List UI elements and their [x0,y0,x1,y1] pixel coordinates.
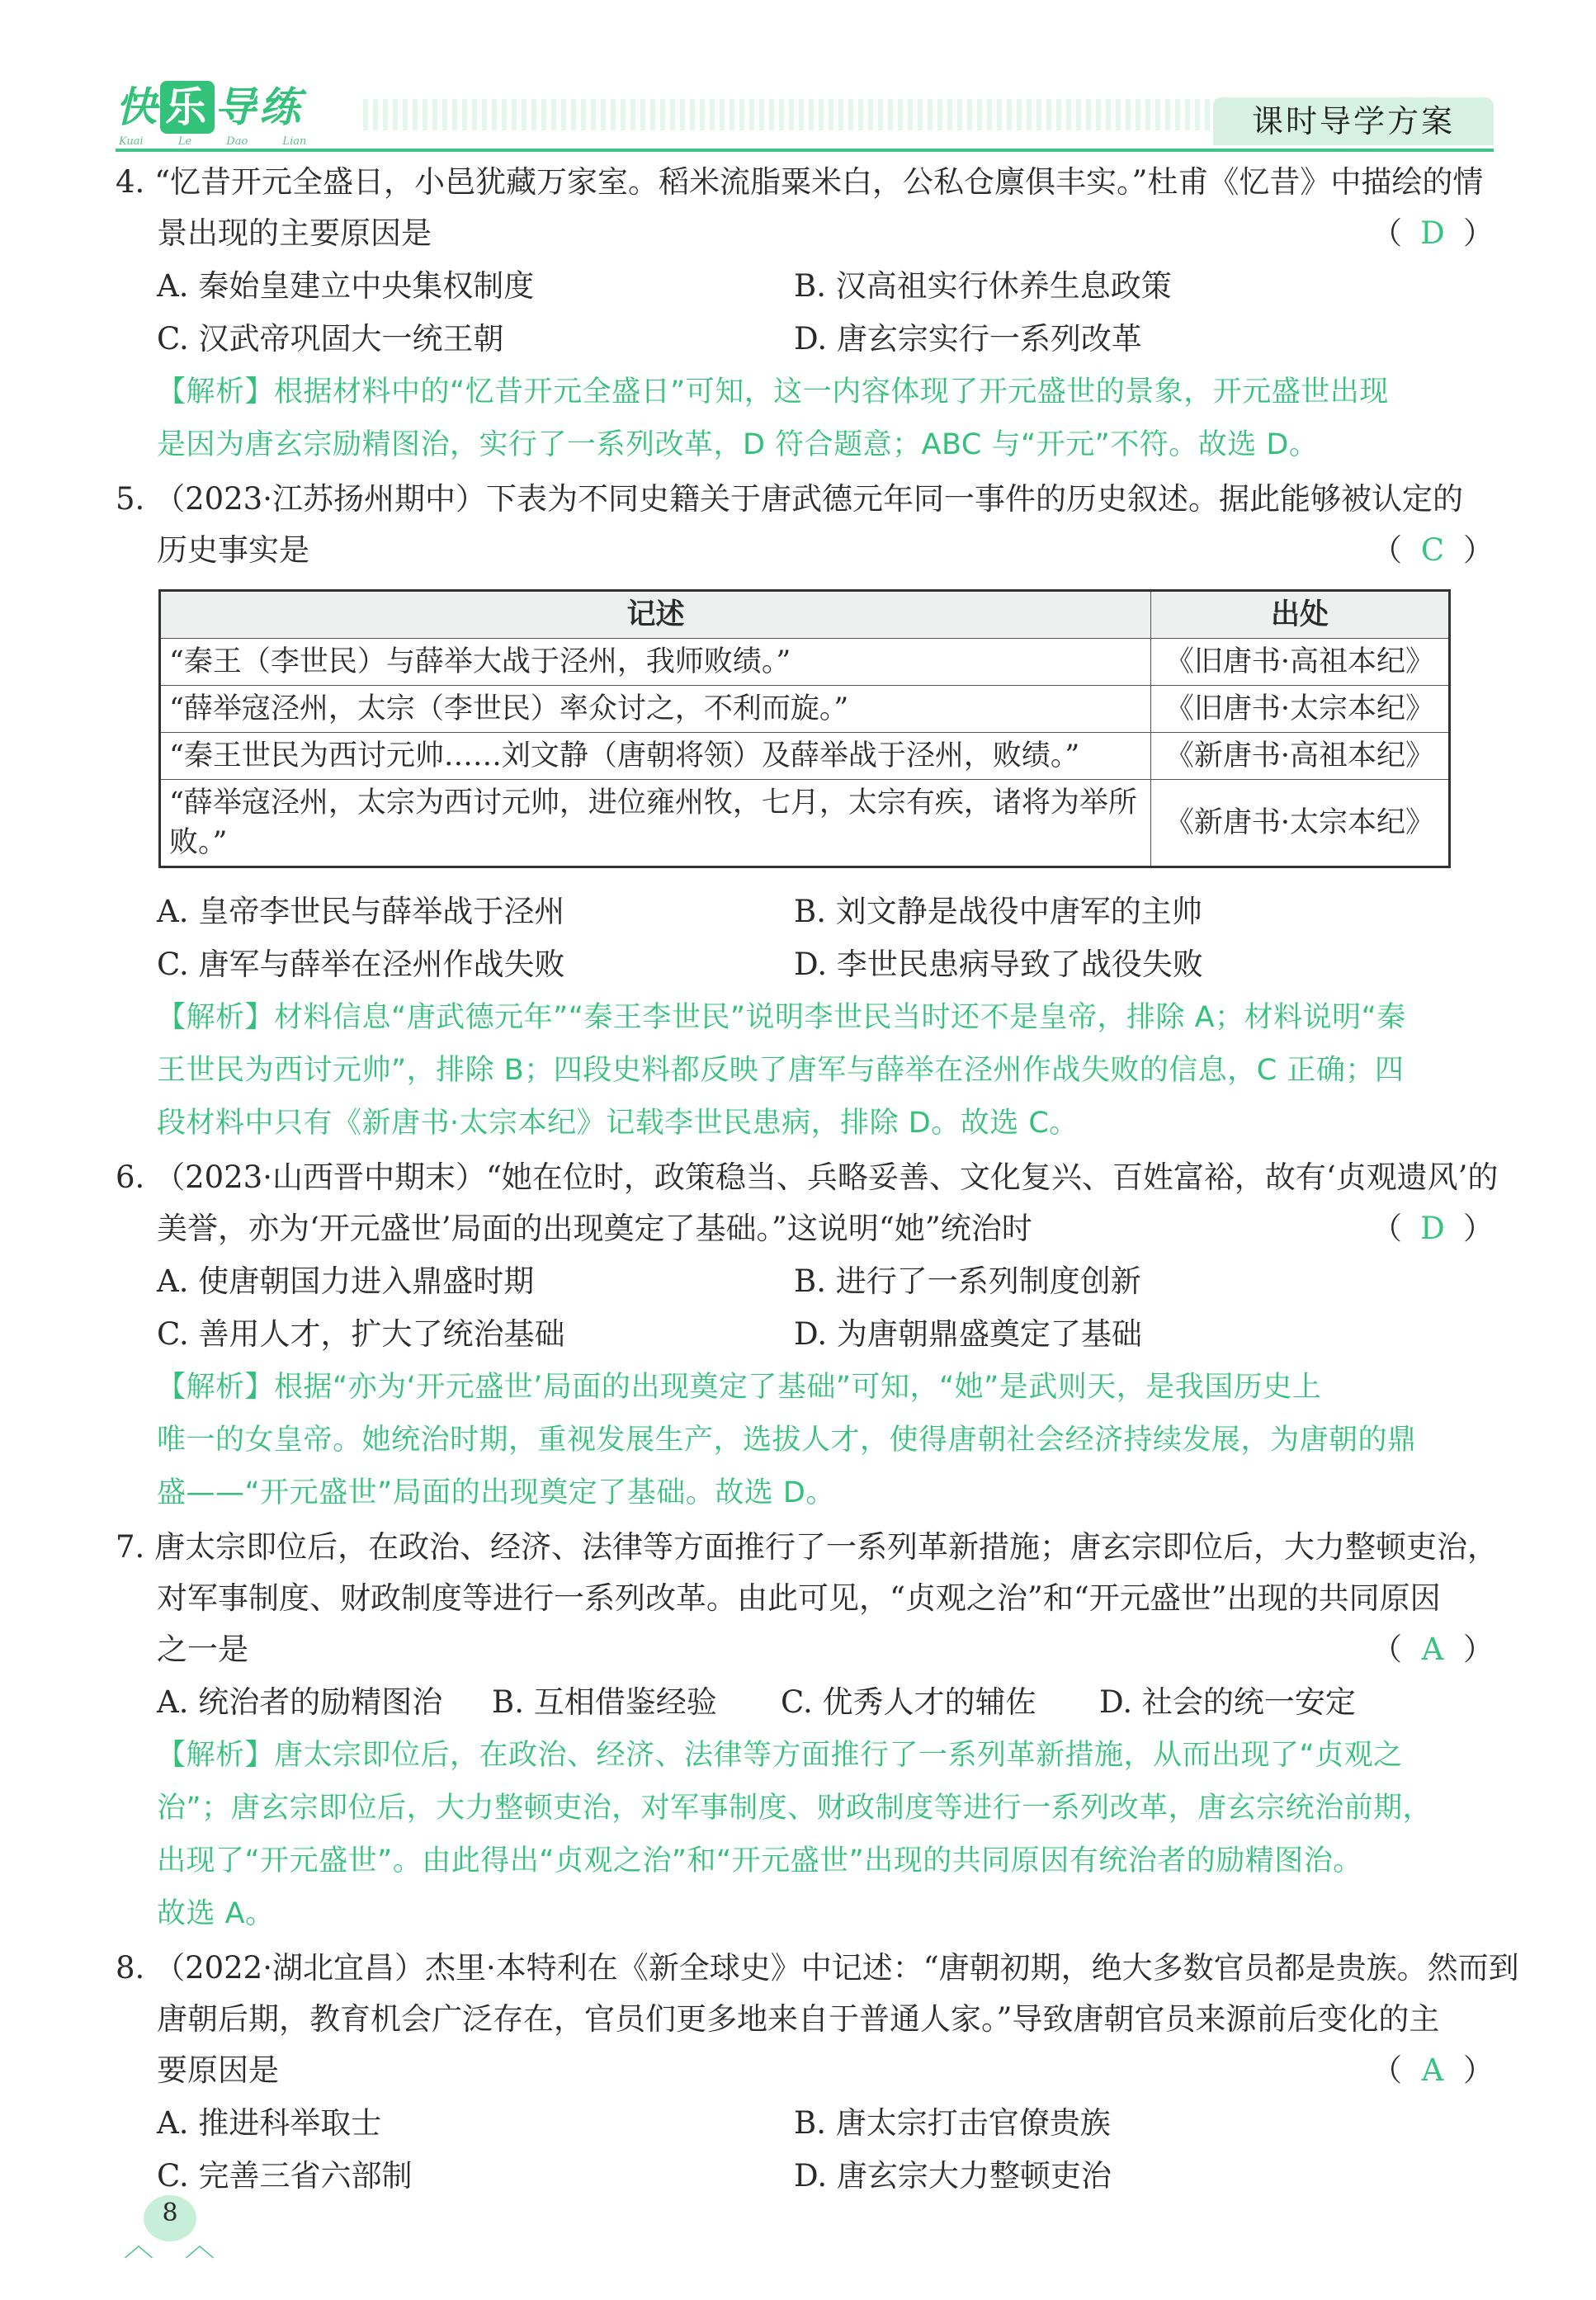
logo-pinyin: Kuai Le Dao Lian [119,135,307,148]
question-8-line-1: 8. （2022·湖北宜昌）杰里·本特利在《新全球史》中记述：“唐朝初期，绝大多数官员都是贵族。然而到 [116,1950,1519,1986]
question-4-option-c: C. 汉武帝巩固大一统王朝 [157,321,504,357]
question-5-option-a: A. 皇帝李世民与薛举战于泾州 [157,894,565,929]
table-cell-source: 《新唐书·高祖本纪》 [1151,733,1450,780]
question-5-option-b: B. 刘文静是战役中唐军的主帅 [794,894,1202,929]
question-6-analysis-1: 【解析】根据“亦为‘开元盛世’局面的出现奠定了基础”可知，“她”是武则天，是我国历史上 [157,1371,1322,1404]
question-6-analysis-3: 盛——“开元盛世”局面的出现奠定了基础。故选 D。 [157,1476,835,1509]
question-7-line-2: 对军事制度、财政制度等进行一系列改革。由此可见，“贞观之治”和“开元盛世”出现的共同原因 [157,1580,1441,1616]
question-7-option-c: C. 优秀人才的辅佐 [781,1684,1036,1720]
table-header-record: 记述 [160,591,1151,639]
question-8-line-2: 唐朝后期，教育机会广泛存在，官员们更多地来自于普通人家。”导致唐朝官员来源前后变化的主 [157,2001,1440,2037]
table-header-source: 出处 [1151,591,1450,639]
table-header-row [160,591,1450,639]
chevron-up-icon: ︿ [124,2229,154,2263]
question-5-analysis-2: 王世民为西讨元帅”，排除 B；四段史料都反映了唐军与薛举在泾州作战失败的信息，C 正确；四 [157,1054,1405,1087]
question-6-option-c: C. 善用人才，扩大了统治基础 [157,1316,565,1352]
question-7-option-d: D. 社会的统一安定 [1099,1684,1356,1720]
question-7-analysis-2: 治”；唐玄宗即位后，大力整顿吏治，对军事制度、财政制度等进行一系列改革，唐玄宗统治前期， [157,1792,1433,1825]
section-tab: 课时导学方案 [1213,97,1494,145]
table-row [160,780,1450,867]
history-sources-table [158,589,1451,868]
logo-text: 快 乐 导练 [116,81,304,134]
question-5-line-1: 5. （2023·江苏扬州期中）下表为不同史籍关于唐武德元年同一事件的历史叙述。据此能够被认定的 [116,481,1463,517]
question-8-option-a: A. 推进科举取士 [157,2105,382,2141]
question-7-line-3: 之一是 [157,1632,248,1667]
question-6-line-1: 6. （2023·山西晋中期末）“她在位时，政策稳当、兵略妥善、文化复兴、百姓富裕，故有‘贞观遗风’的 [116,1159,1499,1195]
table-cell-record: “薛举寇泾州，太宗为西讨元帅，进位雍州牧，七月，太宗有疾，诸将为举所败。” [160,780,1151,867]
page-number-badge [124,2195,220,2263]
question-8-option-d: D. 唐玄宗大力整顿吏治 [794,2158,1112,2194]
table-row [160,733,1450,780]
question-5-answer: （ C ） [1372,532,1494,568]
table-cell-record: “薛举寇泾州，太宗（李世民）率众讨之，不利而旋。” [160,686,1151,733]
question-8-option-b: B. 唐太宗打击官僚贵族 [794,2105,1111,2141]
question-4-option-d: D. 唐玄宗实行一系列改革 [794,321,1142,357]
question-7-analysis-4: 故选 A。 [157,1897,275,1930]
table-cell-source: 《旧唐书·太宗本纪》 [1151,686,1450,733]
question-7-option-b: B. 互相借鉴经验 [492,1684,717,1720]
question-4-answer: （ D ） [1372,215,1494,251]
question-4-option-b: B. 汉高祖实行休养生息政策 [794,268,1172,304]
question-5-analysis-1: 【解析】材料信息“唐武德元年”“秦王李世民”说明李世民当时还不是皇帝，排除 A；材料说明“秦 [157,1001,1406,1034]
question-4-line-1: 4. “忆昔开元全盛日，小邑犹藏万家室。稻米流脂粟米白，公私仓廪俱丰实。”杜甫《忆昔》中描绘的情 [116,164,1484,200]
page-number: 8 [162,2198,178,2227]
chevron-up-icon: ︿ [185,2229,215,2263]
header-decoration [363,99,1312,130]
header-rule [116,149,1494,152]
question-4-analysis-2: 是因为唐玄宗励精图治，实行了一系列改革，D 符合题意；ABC 与“开元”不符。故选 D。 [157,428,1319,461]
question-5-option-c: C. 唐军与薛举在泾州作战失败 [157,947,565,982]
question-6-analysis-2: 唯一的女皇帝。她统治时期，重视发展生产，选拔人才，使得唐朝社会经济持续发展，为唐朝的鼎 [157,1424,1417,1457]
table-row [160,686,1450,733]
page-header [116,81,1494,160]
question-7-answer: （ A ） [1372,1632,1494,1667]
question-6-answer: （ D ） [1372,1211,1494,1246]
question-5-option-d: D. 李世民患病导致了战役失败 [794,947,1203,982]
question-7-line-1: 7. 唐太宗即位后，在政治、经济、法律等方面推行了一系列革新措施；唐玄宗即位后，大力整顿吏治， [116,1529,1499,1565]
question-4-line-2: 景出现的主要原因是 [157,215,432,251]
question-8-option-c: C. 完善三省六部制 [157,2158,413,2194]
question-8-answer: （ A ） [1372,2052,1494,2088]
table-cell-record: “秦王（李世民）与薛举大战于泾州，我师败绩。” [160,639,1151,686]
question-7-analysis-3: 出现了“开元盛世”。由此得出“贞观之治”和“开元盛世”出现的共同原因有统治者的励精图治。 [157,1844,1362,1877]
question-8-line-3: 要原因是 [157,2052,279,2088]
question-7-option-a: A. 统治者的励精图治 [157,1684,443,1720]
table-row [160,639,1450,686]
question-6-option-d: D. 为唐朝鼎盛奠定了基础 [794,1316,1142,1352]
question-6-option-b: B. 进行了一系列制度创新 [794,1263,1141,1299]
question-4-option-a: A. 秦始皇建立中央集权制度 [157,268,535,304]
question-4-analysis-1: 【解析】根据材料中的“忆昔开元全盛日”可知，这一内容体现了开元盛世的景象，开元盛世出现 [157,375,1389,409]
table-cell-record: “秦王世民为西讨元帅……刘文静（唐朝将领）及薛举战于泾州，败绩。” [160,733,1151,780]
question-6-option-a: A. 使唐朝国力进入鼎盛时期 [157,1263,535,1299]
question-5-analysis-3: 段材料中只有《新唐书·太宗本纪》记载李世民患病，排除 D。故选 C。 [157,1107,1079,1140]
question-7-analysis-1: 【解析】唐太宗即位后，在政治、经济、法律等方面推行了一系列革新措施，从而出现了“贞观之 [157,1739,1403,1772]
question-6-line-2: 美誉，亦为‘开元盛世’局面的出现奠定了基础。”这说明“她”统治时 [157,1211,1032,1246]
table-cell-source: 《旧唐书·高祖本纪》 [1151,639,1450,686]
question-5-line-2: 历史事实是 [157,532,309,568]
table-cell-source: 《新唐书·太宗本纪》 [1151,780,1450,867]
